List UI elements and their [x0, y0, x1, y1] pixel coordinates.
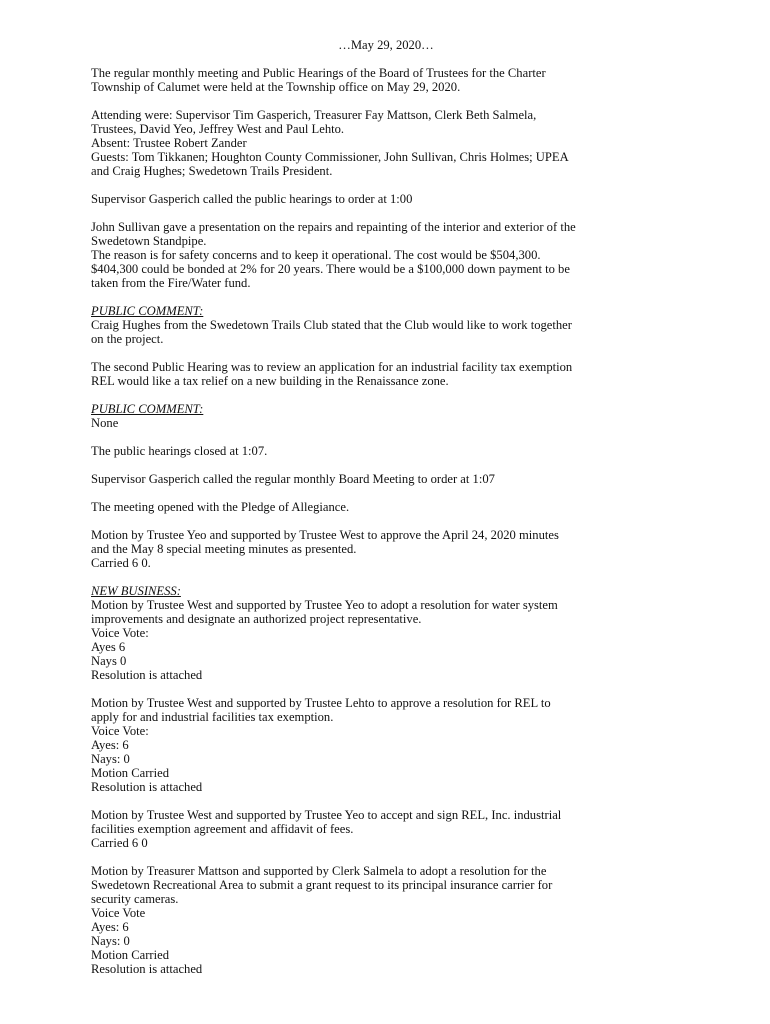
- section-paragraph: [91, 584, 691, 682]
- text-line: REL would like a tax relief on a new building in the Renaissance zone.: [91, 374, 449, 388]
- text-line: Supervisor Gasperich called the public hearings to order at 1:00: [91, 192, 413, 206]
- text-line: John Sullivan gave a presentation on the repairs and repainting of the interior and exterior of the: [91, 220, 576, 234]
- paragraph: [91, 472, 691, 486]
- paragraph: [91, 696, 691, 794]
- text-line: taken from the Fire/Water fund.: [91, 276, 251, 290]
- text-line: The meeting opened with the Pledge of Allegiance.: [91, 500, 350, 514]
- text-line: The public hearings closed at 1:07.: [91, 444, 268, 458]
- text-line: Swedetown Standpipe.: [91, 234, 207, 248]
- text-line: and Craig Hughes; Swedetown Trails President.: [91, 164, 333, 178]
- meeting-date-line: …May 29, 2020…: [338, 38, 434, 52]
- text-line: Swedetown Recreational Area to submit a grant request to its principal insurance carrier for: [91, 878, 553, 892]
- text-line: Attending were: Supervisor Tim Gasperich, Treasurer Fay Mattson, Clerk Beth Salmela,: [91, 108, 537, 122]
- paragraph: [91, 528, 691, 570]
- text-line: Voice Vote: [91, 906, 146, 920]
- text-line: Carried 6 0.: [91, 556, 151, 570]
- text-line: Nays: 0: [91, 752, 130, 766]
- section-heading: NEW BUSINESS:: [91, 584, 181, 598]
- paragraph: [91, 500, 691, 514]
- paragraph: [91, 444, 691, 458]
- text-line: Township of Calumet were held at the Township office on May 29, 2020.: [91, 80, 461, 94]
- section-heading: PUBLIC COMMENT:: [91, 402, 204, 416]
- paragraph: [91, 108, 691, 178]
- text-line: The second Public Hearing was to review an application for an industrial facility tax exemption: [91, 360, 573, 374]
- document-body: [91, 38, 691, 990]
- text-line: Voice Vote:: [91, 626, 149, 640]
- text-line: Motion by Treasurer Mattson and supported by Clerk Salmela to adopt a resolution for the: [91, 864, 547, 878]
- text-line: on the project.: [91, 332, 164, 346]
- section-heading: PUBLIC COMMENT:: [91, 304, 204, 318]
- section-paragraph: [91, 304, 691, 346]
- paragraph: [91, 192, 691, 206]
- text-line: The reason is for safety concerns and to keep it operational. The cost would be $504,300.: [91, 248, 541, 262]
- text-line: Absent: Trustee Robert Zander: [91, 136, 247, 150]
- text-line: Ayes: 6: [91, 920, 129, 934]
- paragraph: [91, 864, 691, 976]
- text-line: Voice Vote:: [91, 724, 149, 738]
- text-line: security cameras.: [91, 892, 179, 906]
- text-line: Resolution is attached: [91, 780, 203, 794]
- paragraph: [91, 808, 691, 850]
- text-line: Motion by Trustee West and supported by Trustee Lehto to approve a resolution for REL to: [91, 696, 551, 710]
- text-line: Motion Carried: [91, 766, 169, 780]
- text-line: $404,300 could be bonded at 2% for 20 years. There would be a $100,000 down payment to be: [91, 262, 570, 276]
- text-line: Carried 6 0: [91, 836, 148, 850]
- paragraph: [91, 66, 691, 94]
- text-line: Trustees, David Yeo, Jeffrey West and Paul Lehto.: [91, 122, 345, 136]
- text-line: None: [91, 416, 119, 430]
- text-line: Resolution is attached: [91, 668, 203, 682]
- text-line: Motion Carried: [91, 948, 169, 962]
- text-line: Supervisor Gasperich called the regular monthly Board Meeting to order at 1:07: [91, 472, 495, 486]
- text-line: Craig Hughes from the Swedetown Trails Club stated that the Club would like to work together: [91, 318, 572, 332]
- text-line: Resolution is attached: [91, 962, 203, 976]
- text-line: Ayes: 6: [91, 738, 129, 752]
- text-line: improvements and designate an authorized project representative.: [91, 612, 422, 626]
- text-line: facilities exemption agreement and affidavit of fees.: [91, 822, 354, 836]
- section-paragraph: [91, 402, 691, 430]
- text-line: Motion by Trustee West and supported by Trustee Yeo to accept and sign REL, Inc. industrial: [91, 808, 562, 822]
- text-line: Ayes 6: [91, 640, 126, 654]
- text-line: Motion by Trustee Yeo and supported by Trustee West to approve the April 24, 2020 minutes: [91, 528, 559, 542]
- text-line: Nays: 0: [91, 934, 130, 948]
- text-line: Motion by Trustee West and supported by Trustee Yeo to adopt a resolution for water system: [91, 598, 558, 612]
- text-line: apply for and industrial facilities tax exemption.: [91, 710, 334, 724]
- text-line: and the May 8 special meeting minutes as presented.: [91, 542, 357, 556]
- text-line: The regular monthly meeting and Public Hearings of the Board of Trustees for the Charter: [91, 66, 546, 80]
- paragraph: [91, 220, 691, 290]
- paragraph: [91, 360, 691, 388]
- text-line: Nays 0: [91, 654, 127, 668]
- text-line: Guests: Tom Tikkanen; Houghton County Commissioner, John Sullivan, Chris Holmes; UPEA: [91, 150, 569, 164]
